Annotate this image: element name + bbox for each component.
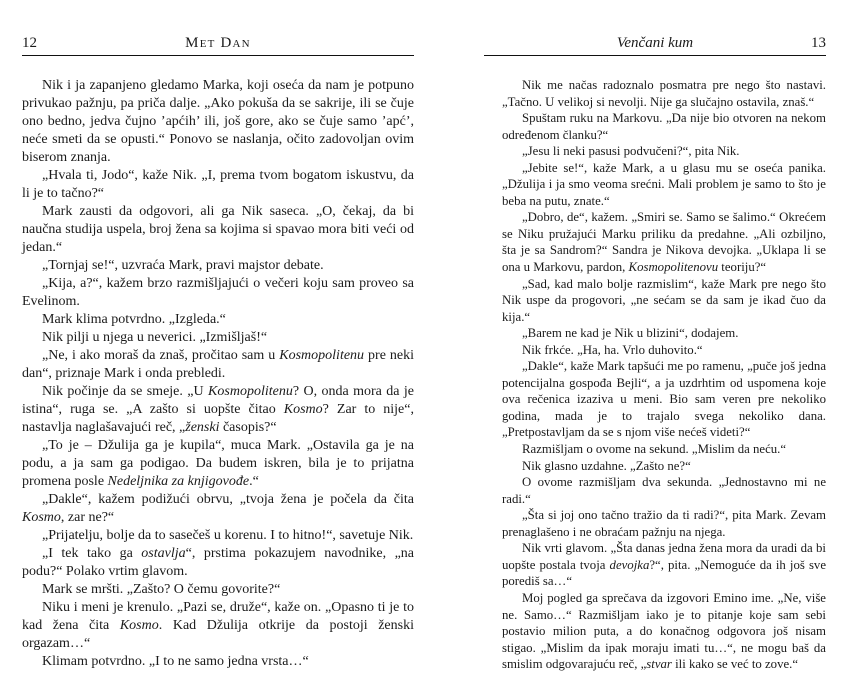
paragraph: [502, 110, 826, 143]
paragraph: [22, 653, 414, 671]
left-page-header: [22, 34, 414, 52]
italic-text: ostavlja: [141, 545, 186, 561]
paragraph: [22, 491, 414, 527]
paragraph: [502, 540, 826, 590]
paragraph: [22, 545, 414, 581]
paragraph-text: . Kad Džulija otkrije da postoji ženski orgazam…“: [22, 617, 414, 651]
paragraph: [22, 581, 414, 599]
paragraph-text: Moj pogled ga sprečava da izgovori Emino ime. „Ne, više ne. Samo…“ Razmišljam iako je to pitanje koje sam sebi postavio milion puta, a do konačnog odgovora još nisam stigao. „Mislim da ipak moraju imati tu…“, ne mogu baš da smislim odgovarajuću reč, „: [502, 590, 826, 672]
paragraph-text: „Šta si joj ono tačno tražio da ti radi?“, pita Mark. Zevam prenaglašeno i ne obraćam pažnju na njega.: [502, 508, 826, 539]
paragraph-text: „To je – Džulija ga je kupila“, muca Mark. „Ostavila ga je na podu, a ja sam ga podigao. Da budem iskren, bila je to prijatna promena posle: [22, 437, 414, 489]
paragraph: [502, 441, 826, 458]
paragraph-text: pre neki dan“, priznaje Mark i onda prebledi.: [22, 347, 415, 381]
right-page: [484, 0, 826, 700]
paragraph-text: „Dobro, de“, kažem. „Smiri se. Samo se šalimo.“ Okrećem se Niku pružajući Marku priliku da predahne. „Ali ozbiljno, šta je sa Sandrom?“ Sandra je Nikova devojka. „Uklapa li se ona u Markovu, pardon,: [502, 210, 826, 275]
italic-text: Kosmo: [283, 401, 323, 417]
paragraph: [502, 590, 826, 673]
right-page-number: 13: [811, 35, 826, 51]
paragraph-text: Nik vrti glavom. „Šta danas jedna žena mora da uradi da bi uopšte postala tvoja: [502, 541, 826, 572]
paragraph-text: Spuštam ruku na Markovu. „Da nije bio otvoren na nekom određenom članku?“: [502, 111, 826, 142]
italic-text: Nedeljnika za knjigovođe: [107, 473, 250, 489]
paragraph-text: „Kija, a?“, kažem brzo razmišljajući o večeri koju sam proveo sa Evelinom.: [22, 275, 414, 309]
left-page-body: [22, 77, 414, 670]
paragraph-text: „Jesu li neki pasusi podvučeni?“, pita Nik.: [522, 144, 740, 159]
paragraph-text: Niku i meni je krenulo. „Pazi se, druže“, kaže on. „Opasno ti je to kad žena čita: [22, 599, 414, 633]
paragraph-text: Mark klima potvrdno. „Izgleda.“: [42, 311, 226, 327]
paragraph-text: „Ne, i ako moraš da znaš, pročitao sam u: [42, 347, 280, 363]
paragraph-text: „Dakle“, kažem podižući obrvu, „tvoja žena je počela da čita: [42, 491, 414, 507]
italic-text: devojka: [609, 557, 650, 572]
paragraph-text: Nik glasno uzdahne. „Zašto ne?“: [522, 458, 691, 473]
paragraph: [22, 203, 414, 257]
paragraph: [22, 275, 414, 311]
paragraph: [22, 383, 414, 437]
left-header-rule: [22, 55, 414, 56]
paragraph-text: ili kako se već to zove.“: [671, 657, 799, 672]
paragraph-text: „Tornjaj se!“, uzvraća Mark, pravi majstor debate.: [42, 257, 324, 273]
paragraph: [502, 77, 826, 110]
paragraph-text: „Jebite se!“, kaže Mark, a u glasu mu se oseća panika. „Džulija i ja smo veoma srećni. Mali problem je samo to što je beba na putu, znate.“: [502, 160, 826, 208]
left-running-head: Met Dan: [185, 35, 251, 51]
paragraph-text: ? O, onda mora da je istina“, ruga se. „A zašto si uopšte čitao: [22, 383, 415, 417]
paragraph: [22, 527, 414, 545]
paragraph: [22, 257, 414, 275]
paragraph-text: časopis?“: [219, 419, 277, 435]
paragraph-text: „Sad, kad malo bolje razmislim“, kaže Mark pre nego što Nik uspe da progovori, „ne sećam se da sam je ikad čuo da kija.“: [502, 276, 826, 324]
paragraph-text: „Barem ne kad je Nik u blizini“, dodajem.: [522, 326, 739, 341]
left-page: [22, 0, 414, 700]
right-page-body: [502, 77, 826, 673]
paragraph-text: .“: [249, 473, 259, 489]
paragraph-text: , zar ne?“: [60, 509, 115, 525]
italic-text: Kosmopolitenovu: [628, 260, 719, 275]
paragraph: [502, 358, 826, 441]
paragraph: [22, 311, 414, 329]
paragraph: [22, 347, 414, 383]
right-running-head: Venčani kum: [616, 35, 694, 51]
paragraph-text: ? Zar to nije“, nastavlja naglašavajući reč, „: [22, 401, 414, 435]
left-page-number: 12: [22, 35, 37, 51]
paragraph-text: Nik me načas radoznalo posmatra pre nego što nastavi. „Tačno. U velikoj si nevolji. Nije ga slučajno ostavila, znaš.“: [502, 78, 826, 109]
paragraph: [502, 325, 826, 342]
paragraph: [502, 507, 826, 540]
right-page-header: [484, 34, 826, 52]
paragraph: [22, 167, 414, 203]
right-header-rule: [484, 55, 826, 56]
paragraph-text: Mark se mršti. „Zašto? O čemu govorite?“: [42, 581, 281, 597]
paragraph: [22, 329, 414, 347]
paragraph-text: teoriju?“: [718, 260, 767, 275]
italic-text: Kosmo: [119, 617, 159, 633]
paragraph-text: „Hvala ti, Jodo“, kaže Nik. „I, prema tvom bogatom iskustvu, da li je to tačno?“: [22, 167, 414, 201]
italic-text: ženski: [185, 419, 220, 435]
italic-text: Kosmo: [22, 509, 61, 525]
paragraph: [502, 458, 826, 475]
paragraph: [22, 77, 414, 167]
paragraph: [502, 143, 826, 160]
paragraph-text: “, prstima pokazujem navodnike, „na podu?“ Polako vrtim glavom.: [22, 545, 415, 579]
paragraph-text: Nik pilji u njega u neverici. „Izmišljaš!“: [42, 329, 268, 345]
paragraph-text: Nik počinje da se smeje. „U: [42, 383, 209, 399]
paragraph: [502, 474, 826, 507]
paragraph: [22, 599, 414, 653]
paragraph: [22, 437, 414, 491]
paragraph: [502, 160, 826, 210]
paragraph-text: ?“, pita. „Nemoguće da ih još sve porediš sa…“: [502, 557, 827, 589]
paragraph-text: Mark zausti da odgovori, ali ga Nik saseca. „O, čekaj, da bi naučna studija uspela, broj žena sa kojima si spavao mora biti veći od jedan.“: [22, 203, 414, 255]
paragraph-text: Nik i ja zapanjeno gledamo Marka, koji oseća da nam je potpuno privukao pažnju, pa priča dalje. „Ako pokuša da se sakrije, ili se čuje ono bedno, jedva čujno ’apćih’ ili, još gore, ako se čuje samo ’apć’, neće smeti da se opusti.“ Ponovo se naslanja, očito zadovoljan ovim biserom znanja.: [22, 78, 414, 165]
paragraph-text: „Prijatelju, bolje da to sasečeš u korenu. I to hitno!“, savetuje Nik.: [42, 527, 414, 543]
paragraph-text: „Dakle“, kaže Mark tapšući me po ramenu, „puče još jedna potencijalna gospođa Bejli“, a ja uzdrhtim od uspomena koje ova rečenica izaziva u meni. Bio sam veren pre nekoliko godina, mada je to trajalo svega nekoliko dana. „Pretpostavljam da se s njom više nećeš videti?“: [502, 359, 826, 440]
paragraph-text: Klimam potvrdno. „I to ne samo jedna vrsta…“: [42, 653, 309, 669]
paragraph-text: Razmišljam o ovome na sekund. „Mislim da neću.“: [522, 442, 787, 457]
paragraph: [502, 276, 826, 326]
paragraph: [502, 209, 826, 275]
paragraph: [502, 342, 826, 359]
paragraph-text: „I tek tako ga: [42, 545, 142, 561]
paragraph-text: Nik frkće. „Ha, ha. Vrlo duhovito.“: [522, 342, 703, 357]
italic-text: Kosmopolitenu: [279, 347, 365, 363]
italic-text: stvar: [646, 657, 672, 672]
paragraph-text: O ovome razmišljam dva sekunda. „Jednostavno mi ne radi.“: [502, 475, 826, 506]
italic-text: Kosmopolitenu: [208, 383, 293, 399]
